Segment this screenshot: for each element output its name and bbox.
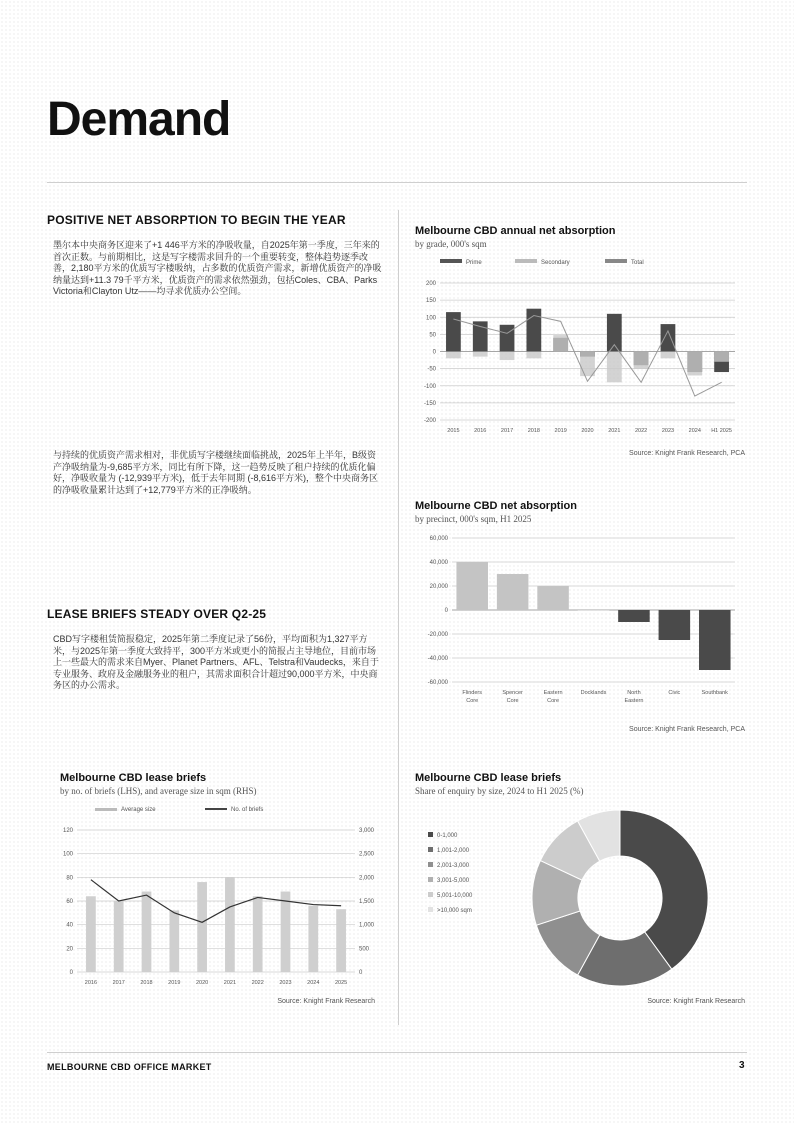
chart1-y-tick: 150 [425,298,436,305]
footer-divider [47,1052,747,1053]
chart2-x-label: Docklands [580,690,607,696]
chart3-y-right-tick: 1,000 [359,922,375,929]
chart3-x-label: 2022 [251,980,264,986]
chart3-y-left-tick: 40 [66,922,73,929]
chart3-x-label: 2021 [223,980,237,986]
chart2-x-label: Eastern [624,698,644,704]
chart1-x-label: 2024 [688,428,701,434]
chart3-x-label: 2019 [168,980,181,986]
chart1-bar-secondary [553,335,568,351]
chart2-y-tick: -20,000 [427,632,448,638]
chart1-x-label: 2020 [581,428,594,434]
chart2-title: Melbourne CBD net absorption [415,500,577,512]
chart4-legend-label: 5,001-10,000 [437,893,473,899]
chart4-legend-swatch [428,862,433,867]
chart2-y-tick: 40,000 [429,560,448,566]
chart1-bar-prime [607,314,622,352]
chart4-legend-swatch [428,832,433,837]
page-title: Demand [47,93,231,146]
chart4-subtitle: Share of enquiry by size, 2024 to H1 2025 (%) [415,786,584,796]
chart3-bar-average-size [253,896,263,972]
chart1-y-tick: 0 [432,349,436,356]
chart1-x-label: 2017 [500,428,514,434]
chart2-bar [537,586,569,610]
chart3-y-left-tick: 80 [66,875,73,882]
precinct-net-absorption-chart [410,530,745,720]
chart1-y-tick: -200 [423,418,436,424]
section-heading-absorption: POSITIVE NET ABSORPTION TO BEGIN THE YEAR [47,213,346,227]
chart3-x-label: 2023 [279,980,292,986]
chart2-x-label: Spencer [502,690,523,696]
chart1-bar-prime [473,321,488,351]
chart3-bar-average-size [114,901,124,972]
chart1-bar-secondary [526,352,541,359]
chart3-subtitle: by no. of briefs (LHS), and average size in sqm (RHS) [60,786,257,796]
chart2-bar [699,610,731,670]
chart1-legend-swatch [515,259,537,263]
chart4-legend-label: 0-1,000 [437,833,458,839]
chart3-bar-average-size [225,877,235,972]
chart3-y-left-tick: 60 [66,899,73,905]
chart1-x-label: H1 2025 [711,428,732,434]
chart3-legend-label: No. of briefs [231,807,264,813]
chart3-bar-average-size [308,906,318,972]
chart2-bar [578,610,610,611]
chart2-y-tick: -40,000 [427,656,448,662]
chart3-x-label: 2017 [112,980,125,986]
chart1-legend-swatch [440,259,462,263]
chart3-y-right-tick: 0 [359,970,363,976]
chart1-legend-label: Total [631,260,644,266]
chart1-subtitle: by grade, 000's sqm [415,239,487,249]
chart3-y-right-tick: 500 [359,946,370,953]
chart4-legend-swatch [428,907,433,912]
chart4-source: Source: Knight Frank Research [647,998,745,1005]
chart1-y-tick: -150 [423,400,436,407]
column-divider [398,210,399,1025]
chart1-y-tick: -50 [427,366,436,373]
chart3-bar-average-size [281,892,291,972]
chart2-x-label: Civic [668,690,681,696]
chart1-source: Source: Knight Frank Research, PCA [629,450,745,457]
chart3-legend-swatch [95,808,117,811]
chart1-bar-prime [500,325,515,352]
chart1-bar-secondary [446,352,461,359]
chart1-bar-secondary [473,352,488,357]
chart2-y-tick: 0 [444,608,448,614]
chart1-bar-secondary [500,352,515,361]
chart1-bar-secondary [687,352,702,376]
chart3-y-left-tick: 0 [69,970,73,976]
chart2-x-label: Southbank [701,690,728,696]
section-heading-lease-briefs: LEASE BRIEFS STEADY OVER Q2-25 [47,607,267,621]
chart1-bar-prime [661,324,676,351]
chart3-x-label: 2020 [195,980,209,986]
chart3-x-label: 2018 [140,980,153,986]
chart1-y-tick: -100 [423,383,436,390]
chart2-subtitle: by precinct, 000's sqm, H1 2025 [415,514,532,524]
chart4-legend-swatch [428,877,433,882]
chart1-y-tick: 100 [425,315,436,322]
chart1-y-tick: 50 [429,332,436,339]
chart2-x-label: Core [506,698,519,704]
chart1-bar-prime [446,312,461,351]
chart1-bar-secondary [607,352,622,383]
chart4-title: Melbourne CBD lease briefs [415,772,562,784]
chart4-legend-swatch [428,892,433,897]
chart1-x-label: 2023 [661,428,675,434]
chart3-x-label: 2025 [334,980,348,986]
lease-briefs-chart [55,800,390,995]
chart2-y-tick: -60,000 [427,680,448,686]
paragraph-2: 与持续的优质资产需求相对，非优质写字楼继续面临挑战，2025年上半年，B级资产净吸纳量为-9,685平方米，同比有所下降，这一趋势反映了租户持续的优质化偏好，净吸收量为 (-12,939平方米)，低于去年同期 (-8,616平方米)，整个中央商务区的净吸收量累计达到了+12,779平方米的正净吸纳。 [53,450,379,495]
chart1-bar-secondary [661,352,676,359]
annual-net-absorption-chart [410,255,745,445]
chart3-bar-average-size [169,910,179,972]
chart3-source: Source: Knight Frank Research [277,998,375,1005]
chart3-y-right-tick: 2,000 [359,875,375,882]
chart1-legend-label: Secondary [541,260,570,266]
chart2-x-label: Core [547,698,560,704]
chart2-x-label: Core [466,698,479,704]
chart1-title: Melbourne CBD annual net absorption [415,225,616,237]
chart4-legend-label: 3,001-5,000 [437,878,470,884]
chart1-x-label: 2016 [474,428,487,434]
chart1-x-label: 2015 [447,428,460,434]
chart2-bar [618,610,650,622]
chart4-legend-label: 1,001-2,000 [437,848,470,854]
chart3-y-right-tick: 3,000 [359,828,375,834]
chart2-y-tick: 60,000 [429,536,448,542]
chart2-bar [456,562,488,610]
chart3-bar-average-size [336,909,346,972]
chart2-x-label: North [627,690,641,696]
chart3-bar-average-size [197,882,207,972]
chart2-x-label: Eastern [543,690,563,696]
chart3-bar-average-size [142,892,152,972]
chart3-title: Melbourne CBD lease briefs [60,772,207,784]
enquiry-share-donut-chart [410,800,745,995]
chart3-y-left-tick: 100 [62,851,73,858]
chart2-bar [497,574,529,610]
chart1-x-label: 2019 [554,428,567,434]
page-number: 3 [739,1060,745,1071]
chart1-bar-secondary [580,352,595,377]
chart3-bar-average-size [86,896,96,972]
chart2-bar [659,610,691,640]
chart1-legend-label: Prime [466,260,482,266]
chart1-x-label: 2021 [608,428,621,434]
chart3-y-right-tick: 1,500 [359,899,375,905]
top-divider [47,182,747,183]
chart4-legend-label: 2,001-3,000 [437,863,470,869]
chart1-x-label: 2022 [635,428,648,434]
chart2-x-label: Flinders [462,690,482,696]
chart3-legend-swatch [205,808,227,810]
chart3-y-left-tick: 20 [66,946,73,953]
chart1-bar-secondary [714,352,729,362]
chart1-legend-swatch [605,259,627,263]
paragraph-1: 墨尔本中央商务区迎来了+1 446平方米的净吸收量，自2025年第一季度，三年来的首次正数。与前期相比，这是写字楼需求回升的一个重要转变，整体趋势逐季改善，2,180平方米的优质写字楼吸纳，占多数的优质资产需求，新增优质资产的净吸纳量达到+11.3 79千平方米，优质资产的需求依然强劲，包括Coles、CBA、Parks Victoria和Clayton Utz——均寻求优质办公空间。 [53,240,382,296]
chart1-x-label: 2018 [527,428,540,434]
chart3-y-left-tick: 120 [62,828,73,834]
chart1-y-tick: 200 [425,281,436,287]
chart2-source: Source: Knight Frank Research, PCA [629,726,745,733]
chart3-y-right-tick: 2,500 [359,851,375,858]
chart4-legend-label: >10,000 sqm [437,908,472,914]
footer-label: MELBOURNE CBD OFFICE MARKET [47,1062,212,1072]
chart4-legend-swatch [428,847,433,852]
chart2-y-tick: 20,000 [429,584,448,590]
chart1-bar-secondary [634,352,649,369]
chart3-x-label: 2024 [307,980,320,986]
paragraph-3: CBD写字楼租赁简报稳定，2025年第二季度记录了56份，平均面积为1,327平方米，与2025年第一季度大致持平，300平方米或更小的简报占主导地位，目前市场上一些最大的需求来自Myer、Planet Partners、AFL、Telstra和Vaudecks，来自于专业服务、政府及金融服务业的租户，其需求面积合计超过90,000平方米，中央商务区的办公需求。 [53,634,379,690]
chart3-x-label: 2016 [84,980,98,986]
chart3-legend-label: Average size [121,807,156,813]
